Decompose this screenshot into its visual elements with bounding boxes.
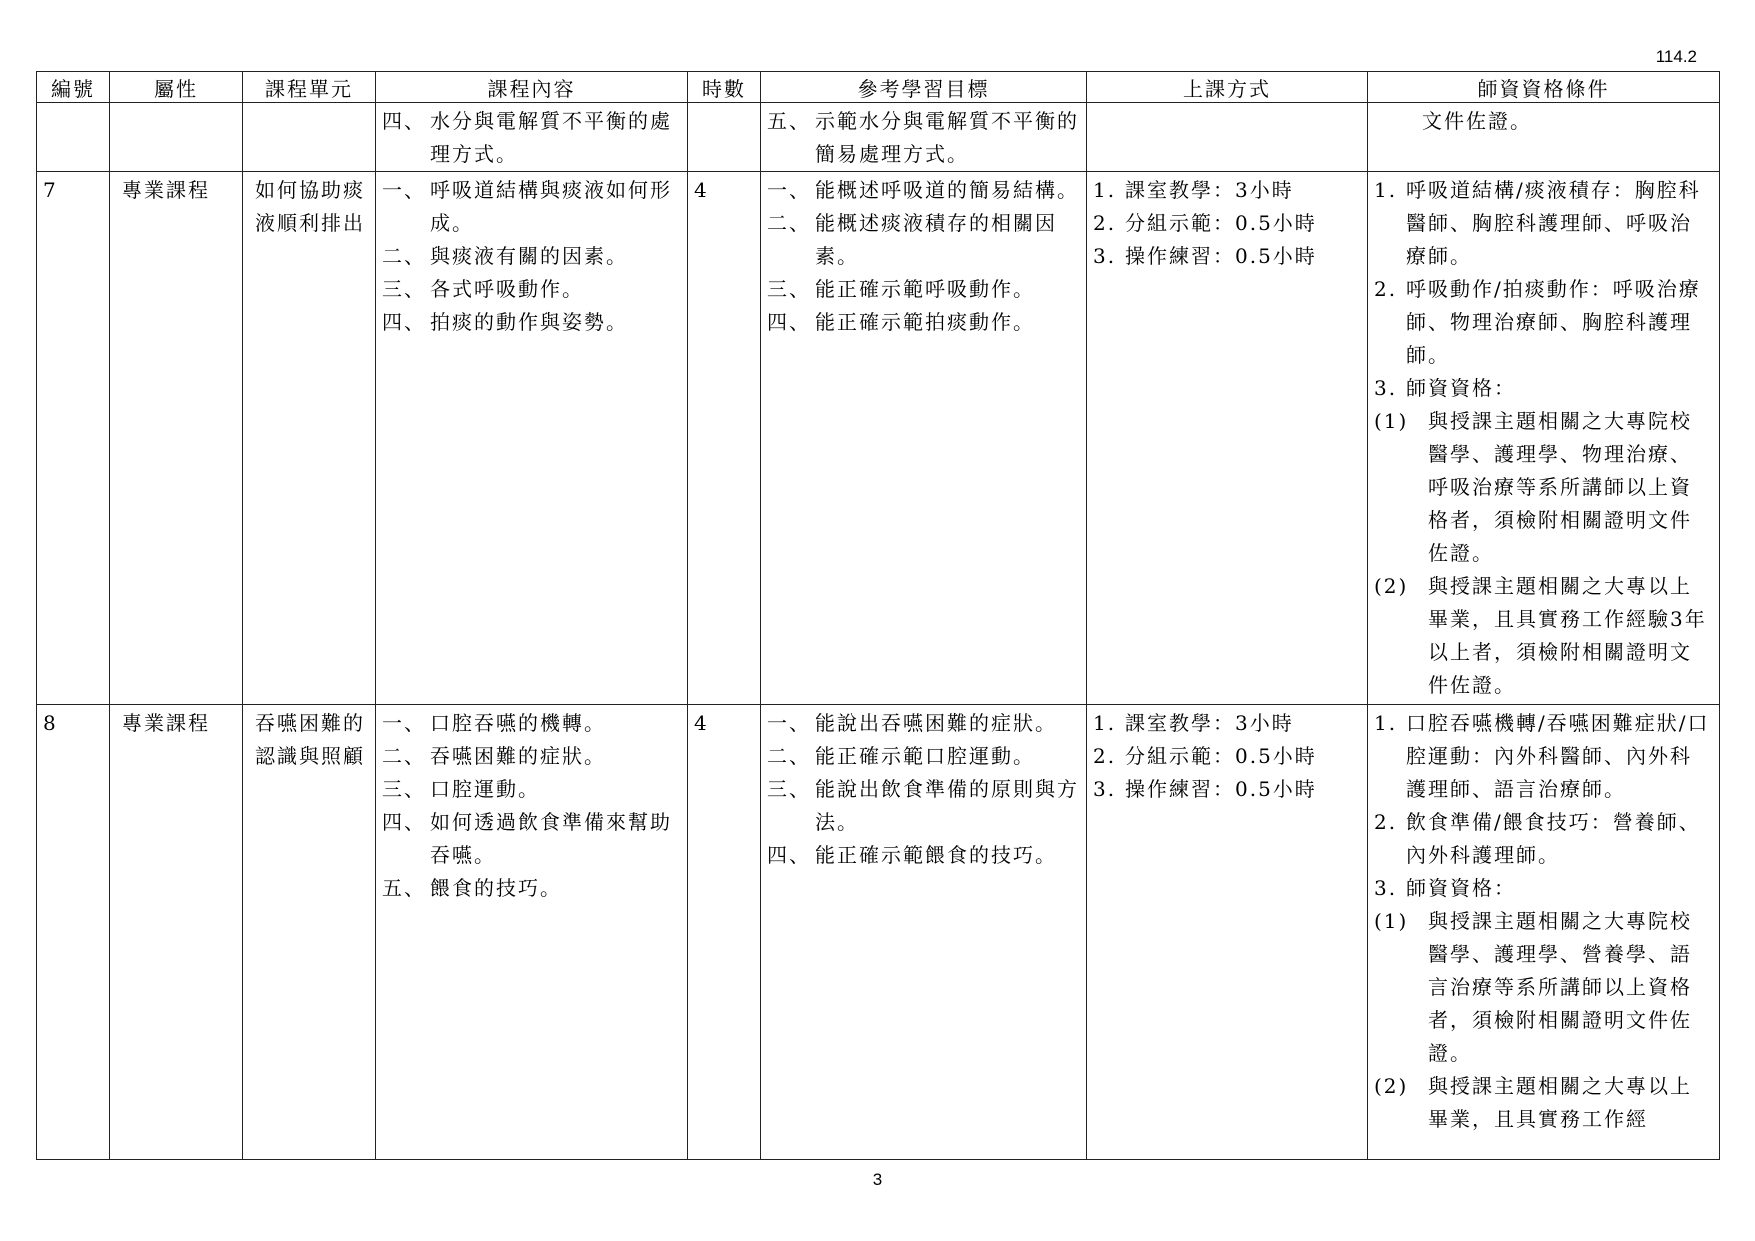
list-item: 四、 水分與電解質不平衡的處理方式。: [382, 109, 672, 166]
qualification-tail: 文件佐證。: [1422, 109, 1532, 133]
cell-attribute: 專業課程: [110, 705, 243, 1160]
cell-hours: 4: [688, 172, 761, 705]
list-item: 四、 拍痰的動作與姿勢。: [382, 310, 628, 334]
cell-goals: [761, 172, 1087, 705]
list-item: 三、 能說出飲食準備的原則與方法。: [767, 777, 1079, 834]
list-item: 三、 口腔運動。: [382, 777, 540, 801]
cell-qualification: [1368, 103, 1720, 172]
list-item: 3. 師資資格：: [1374, 376, 1516, 400]
list-item: 2. 飲食準備/餵食技巧：營養師、內外科護理師。: [1374, 810, 1701, 867]
header-unit: 課程單元: [243, 72, 376, 103]
list-item: 2. 分組示範：0.5小時: [1093, 744, 1317, 768]
list-item: 三、 能正確示範呼吸動作。: [767, 277, 1035, 301]
list-item: 1. 口腔吞嚥機轉/吞嚥困難症狀/口腔運動：內外科醫師、內外科護理師、語言治療師。: [1374, 711, 1710, 801]
header-hours: 時數: [688, 72, 761, 103]
list-item: 一、 能說出吞嚥困難的症狀。: [767, 711, 1057, 735]
list-item: 一、 能概述呼吸道的簡易結構。: [767, 178, 1079, 202]
table-row: [37, 172, 1720, 705]
list-item: 四、 能正確示範餵食的技巧。: [767, 843, 1057, 867]
header-row: [37, 72, 1720, 103]
cell-qualification: [1368, 705, 1720, 1160]
list-item: (1) 與授課主題相關之大專院校醫學、護理學、物理治療、呼吸治療等系所講師以上資格者，須檢附相關證明文件佐證。: [1374, 409, 1692, 565]
list-item: (2) 與授課主題相關之大專以上畢業，且具實務工作經驗3年以上者，須檢附相關證明文件佐證。: [1374, 574, 1707, 697]
list-item: (1) 與授課主題相關之大專院校醫學、護理學、營養學、語言治療等系所講師以上資格者，須檢附相關證明文件佐證。: [1374, 909, 1692, 1065]
cell-qualification: [1368, 172, 1720, 705]
list-item: 三、 各式呼吸動作。: [382, 277, 584, 301]
course-table: [36, 71, 1720, 1160]
header-attribute: 屬性: [110, 72, 243, 103]
list-item: 2. 呼吸動作/拍痰動作：呼吸治療師、物理治療師、胸腔科護理師。: [1374, 277, 1701, 367]
list-item: 二、 與痰液有關的因素。: [382, 244, 628, 268]
list-item: 3. 操作練習：0.5小時: [1093, 244, 1317, 268]
cell-hours: [688, 103, 761, 172]
list-item: 1. 課室教學：3小時: [1093, 178, 1294, 202]
cell-unit: 吞嚥困難的認識與照顧: [243, 705, 376, 1160]
list-item: 1. 呼吸道結構/痰液積存：胸腔科醫師、胸腔科護理師、呼吸治療師。: [1374, 178, 1701, 268]
cell-goals: [761, 705, 1087, 1160]
cell-attribute: 專業課程: [110, 172, 243, 705]
list-item: 四、 如何透過飲食準備來幫助吞嚥。: [382, 810, 672, 867]
cell-no: 8: [37, 705, 110, 1160]
list-item: 四、 能正確示範拍痰動作。: [767, 310, 1035, 334]
header-qualification: 師資資格條件: [1368, 72, 1720, 103]
cell-no: [37, 103, 110, 172]
table-row: [37, 705, 1720, 1160]
cell-unit: [243, 103, 376, 172]
list-item: (2) 與授課主題相關之大專以上畢業，且具實務工作經: [1374, 1074, 1692, 1131]
list-item: 3. 師資資格：: [1374, 876, 1516, 900]
cell-hours: 4: [688, 705, 761, 1160]
cell-goals: [761, 103, 1087, 172]
header-method: 上課方式: [1087, 72, 1368, 103]
cell-unit: 如何協助痰液順利排出: [243, 172, 376, 705]
cell-method: [1087, 172, 1368, 705]
cell-method: [1087, 705, 1368, 1160]
header-content: 課程內容: [376, 72, 688, 103]
version-label: 114.2: [1655, 47, 1697, 66]
cell-content: [376, 172, 688, 705]
list-item: 二、 能正確示範口腔運動。: [767, 744, 1035, 768]
cell-content: [376, 103, 688, 172]
list-item: 二、 吞嚥困難的症狀。: [382, 744, 606, 768]
cell-attribute: [110, 103, 243, 172]
list-item: 3. 操作練習：0.5小時: [1093, 777, 1317, 801]
header-no: 編號: [37, 72, 110, 103]
cell-content: [376, 705, 688, 1160]
list-item: 二、 能概述痰液積存的相關因素。: [767, 211, 1057, 268]
list-item: 一、 呼吸道結構與痰液如何形成。: [382, 178, 672, 235]
list-item: 五、 餵食的技巧。: [382, 876, 562, 900]
page-number: 3: [872, 1170, 883, 1189]
list-item: 一、 口腔吞嚥的機轉。: [382, 711, 606, 735]
table-row-continued: [37, 103, 1720, 172]
cell-method: [1087, 103, 1368, 172]
list-item: 五、 示範水分與電解質不平衡的簡易處理方式。: [767, 109, 1079, 166]
list-item: 2. 分組示範：0.5小時: [1093, 211, 1317, 235]
cell-no: 7: [37, 172, 110, 705]
header-goals: 參考學習目標: [761, 72, 1087, 103]
list-item: 1. 課室教學：3小時: [1093, 711, 1294, 735]
